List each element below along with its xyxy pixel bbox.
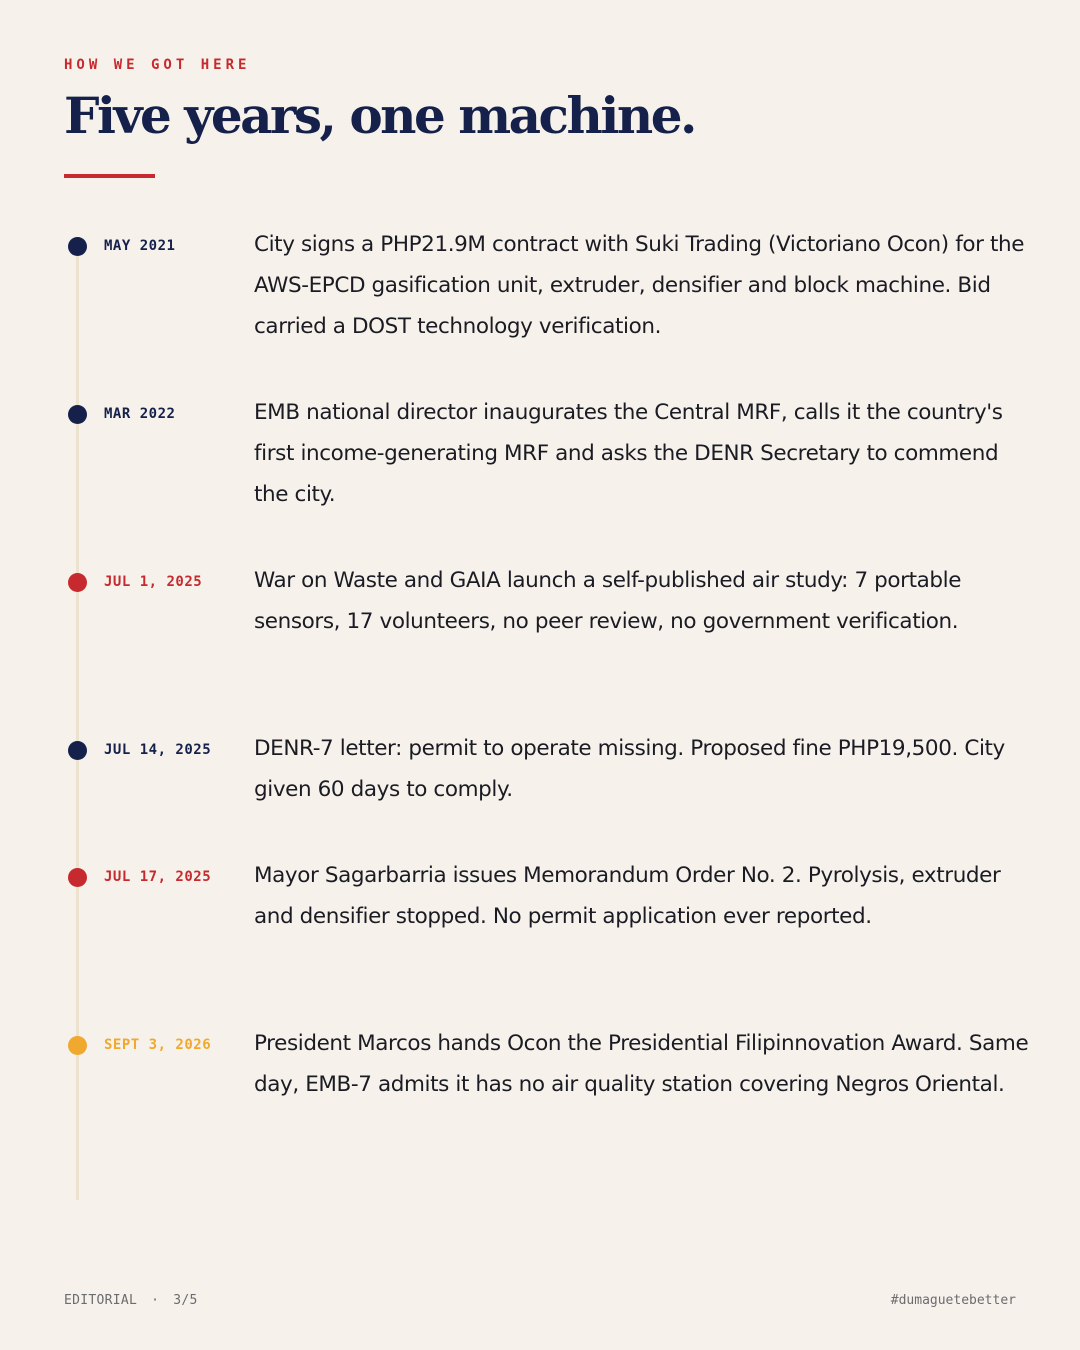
page-indicator: 3/5 <box>173 1293 198 1308</box>
event-date: JUL 1, 2025 <box>104 574 203 590</box>
footer-separator: · <box>151 1293 160 1308</box>
page-title: Five years, one machine. <box>64 86 695 145</box>
event-description: Mayor Sagarbarria issues Memorandum Order No. 2. Pyrolysis, extruder and densifier stopped. No permit application ever reported. <box>254 863 1001 929</box>
event-date: JUL 17, 2025 <box>104 869 212 885</box>
event-description: City signs a PHP21.9M contract with Suki Trading (Victoriano Ocon) for the AWS-EPCD gasification unit, extruder, densifier and block machine. Bid carried a DOST technology verification. <box>254 232 1025 339</box>
timeline-dot <box>68 237 87 256</box>
event-description: EMB national director inaugurates the Central MRF, calls it the country's first income-generating MRF and asks the DENR Secretary to commend the city. <box>254 400 1003 507</box>
event-date: MAR 2022 <box>104 406 176 422</box>
timeline-dot <box>68 1036 87 1055</box>
footer-section: EDITORIAL <box>64 1293 138 1308</box>
event-date: JUL 14, 2025 <box>104 742 212 758</box>
event-description: DENR-7 letter: permit to operate missing. Proposed fine PHP19,500. City given 60 days to comply. <box>254 736 1005 802</box>
footer-meta <box>64 1293 198 1308</box>
event-description: War on Waste and GAIA launch a self-published air study: 7 portable sensors, 17 volunteers, no peer review, no government verification. <box>254 568 962 634</box>
event-date: MAY 2021 <box>104 238 176 254</box>
timeline-dot <box>68 573 87 592</box>
timeline-line <box>76 244 79 1200</box>
kicker: HOW WE GOT HERE <box>64 57 251 73</box>
timeline-dot <box>68 405 87 424</box>
event-description: President Marcos hands Ocon the Presidential Filipinnovation Award. Same day, EMB-7 admits it has no air quality station covering Negros Oriental. <box>254 1031 1029 1097</box>
timeline-dot <box>68 741 87 760</box>
timeline-dot <box>68 868 87 887</box>
title-underline <box>64 174 155 178</box>
footer-hashtag: #dumaguetebetter <box>890 1293 1016 1308</box>
event-date: SEPT 3, 2026 <box>104 1037 212 1053</box>
